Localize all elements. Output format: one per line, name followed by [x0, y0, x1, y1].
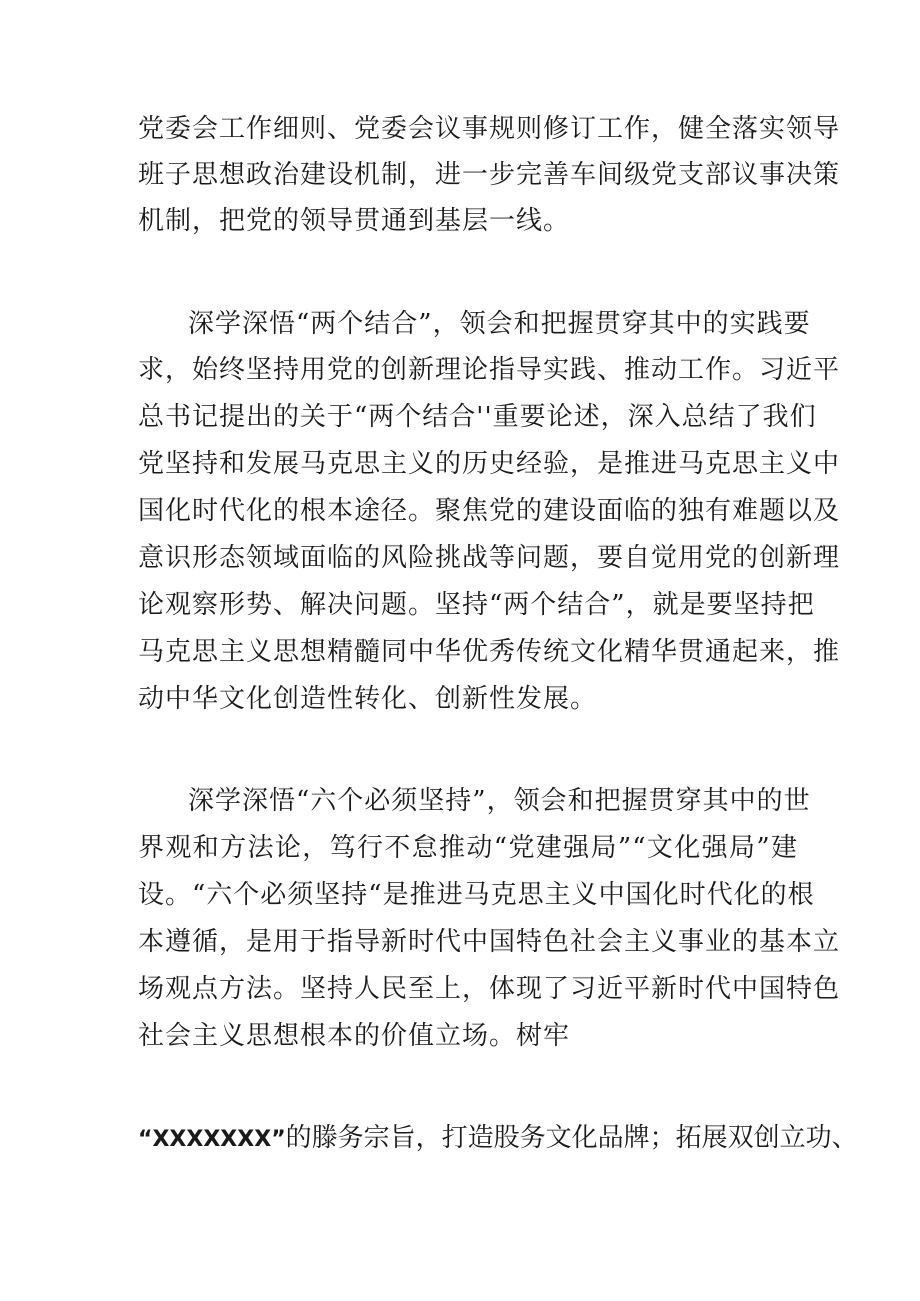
- paragraph-2-line-6: 意识形态领域面临的风险挑战等问题，要自觉用党的创新理: [138, 543, 841, 573]
- paragraph-3-line-2: 界观和方法论，笃行不怠推动“党建强局”“文化强局”建: [138, 833, 798, 863]
- paragraph-2-line-1: 深学深悟“两个结合”，领会和把握贯穿其中的实践要: [188, 309, 811, 339]
- paragraph-3-line-4: 本遵循，是用于指导新时代中国特色社会主义事业的基本立: [138, 927, 841, 957]
- paragraph-3-line-5: 场观点方法。坚持人民至上，体现了习近平新时代中国特色: [138, 974, 841, 1004]
- paragraph-4-line-1: [138, 1118, 858, 1160]
- paragraph-1-line-3: 机制，把党的领导贯通到基层一线。: [138, 206, 571, 236]
- paragraph-2-line-4: 党坚持和发展马克思主义的历史经验，是推进马克思主义中: [138, 449, 841, 479]
- paragraph-2-line-7: 论观察形势、解决问题。坚持“两个结合”，就是要坚持把: [138, 590, 815, 620]
- paragraph-2-line-9: 动中华文化创造性转化、创新性发展。: [138, 684, 598, 714]
- paragraph-1-line-2: 班子思想政治建设机制，进一步完善车间级党支部议事决策: [138, 160, 841, 190]
- paragraph-2-line-3: 总书记提出的关于“两个结合''重要论述，深入总结了我们: [138, 402, 817, 432]
- paragraph-2-line-2: 求，始终坚持用党的创新理论指导实践、推动工作。习近平: [138, 355, 841, 385]
- paragraph-4-text: 的滕务宗旨，打造股务文化品牌；拓展双创立功、: [285, 1123, 858, 1153]
- paragraph-1-line-1: 党委会工作细则、党委会议事规则修订工作，健全落实领导: [138, 114, 841, 144]
- paragraph-3-line-1: 深学深悟“六个必须坚持”，领会和把握贯穿其中的世: [188, 786, 811, 816]
- paragraph-3-line-6: 社会主义思想根本的价值立场。树牢: [138, 1021, 571, 1051]
- paragraph-2-line-5: 国化时代化的根本途径。聚焦党的建设面临的独有难题以及: [138, 496, 841, 526]
- placeholder-mark: “XXXXXXX”: [138, 1127, 286, 1152]
- paragraph-3-line-3: 设。“六个必须坚持“是推进马克思主义中国化时代化的根: [138, 880, 815, 910]
- paragraph-2-line-8: 马克思主义思想精髓同中华优秀传统文化精华贯通起来，推: [138, 637, 841, 667]
